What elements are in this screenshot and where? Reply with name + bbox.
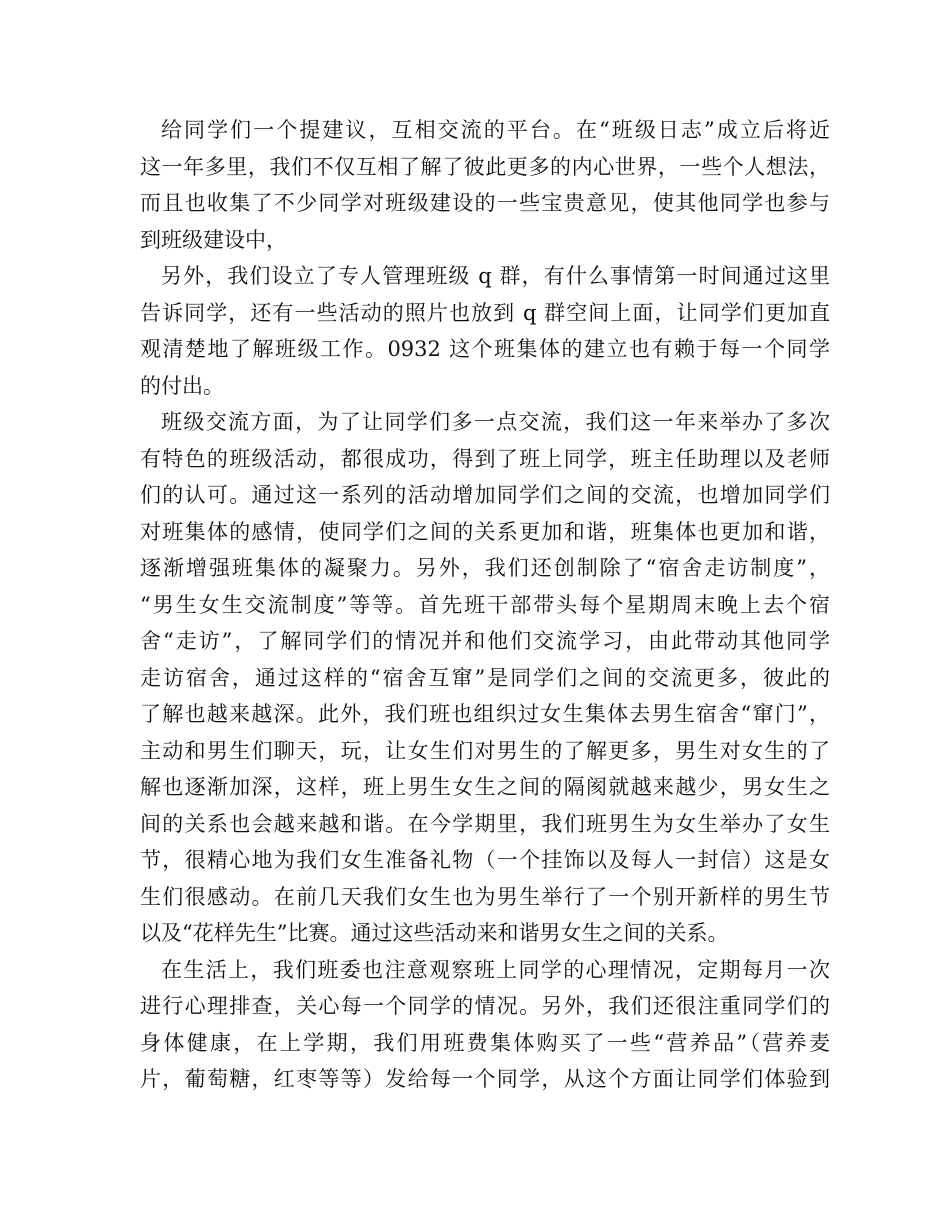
- text-line: 班级交流方面，为了让同学们多一点交流，我们这一年来举办了多次: [161, 410, 830, 434]
- text-line: 观清楚地了解班级工作。0932 这个班集体的建立也有赖于每一个同学: [140, 337, 830, 361]
- text-line: 走访宿舍，通过这样的“宿舍互窜”是同学们之间的交流更多，彼此的: [140, 665, 830, 690]
- text-line: 对班集体的感情，使同学们之间的关系更加和谐，班集体也更加和谐，: [140, 519, 830, 544]
- text-line: 到班级建设中，: [140, 227, 287, 252]
- text-line: 片，葡萄糖，红枣等等）发给每一个同学，从这个方面让同学们体验到: [140, 1067, 830, 1091]
- text-line: 进行心理排查，关心每一个同学的情况。另外，我们还很注重同学们的: [140, 994, 830, 1018]
- text-line: 节，很精心地为我们女生准备礼物（一个挂饰以及每人一封信）这是女: [140, 848, 830, 872]
- text-line: 另外，我们设立了专人管理班级 q 群，有什么事情第一时间通过这里: [161, 264, 830, 288]
- text-line: 在生活上，我们班委也注意观察班上同学的心理情况，定期每月一次: [161, 957, 830, 982]
- text-line: 给同学们一个提建议，互相交流的平台。在“班级日志”成立后将近: [161, 118, 830, 142]
- text-line: 这一年多里，我们不仅互相了解了彼此更多的内心世界，一些个人想法，: [140, 154, 830, 179]
- text-line: 而且也收集了不少同学对班级建设的一些宝贵意见，使其他同学也参与: [140, 191, 830, 215]
- document-body-text: [140, 112, 830, 1098]
- text-line: 舍“走访”，了解同学们的情况并和他们交流学习，由此带动其他同学: [140, 629, 830, 653]
- text-line: 的付出。: [140, 373, 224, 398]
- text-line: 解也逐渐加深，这样，班上男生女生之间的隔阂就越来越少，男女生之: [140, 775, 830, 799]
- text-line: 逐渐增强班集体的凝聚力。另外，我们还创制除了“宿舍走访制度”，: [140, 556, 830, 580]
- text-line: 了解也越来越深。此外，我们班也组织过女生集体去男生宿舍“窜门”，: [140, 702, 830, 726]
- text-line: 生们很感动。在前几天我们女生也为男生举行了一个别开新样的男生节: [140, 884, 830, 909]
- text-line: 告诉同学，还有一些活动的照片也放到 q 群空间上面，让同学们更加直: [140, 300, 830, 325]
- text-line: “男生女生交流制度”等等。首先班干部带头每个星期周末晚上去个宿: [140, 592, 830, 617]
- text-line: 身体健康，在上学期，我们用班费集体购买了一些“营养品”（营养麦: [140, 1030, 830, 1055]
- text-line: 以及“花样先生”比赛。通过这些活动来和谐男女生之间的关系。: [140, 921, 729, 945]
- text-line: 们的认可。通过这一系列的活动增加同学们之间的交流，也增加同学们: [140, 483, 830, 507]
- text-line: 主动和男生们聊天，玩，让女生们对男生的了解更多，男生对女生的了: [140, 738, 830, 763]
- text-line: 间的关系也会越来越和谐。在今学期里，我们班男生为女生举办了女生: [140, 811, 830, 836]
- text-line: 有特色的班级活动，都很成功，得到了班上同学，班主任助理以及老师: [140, 446, 830, 471]
